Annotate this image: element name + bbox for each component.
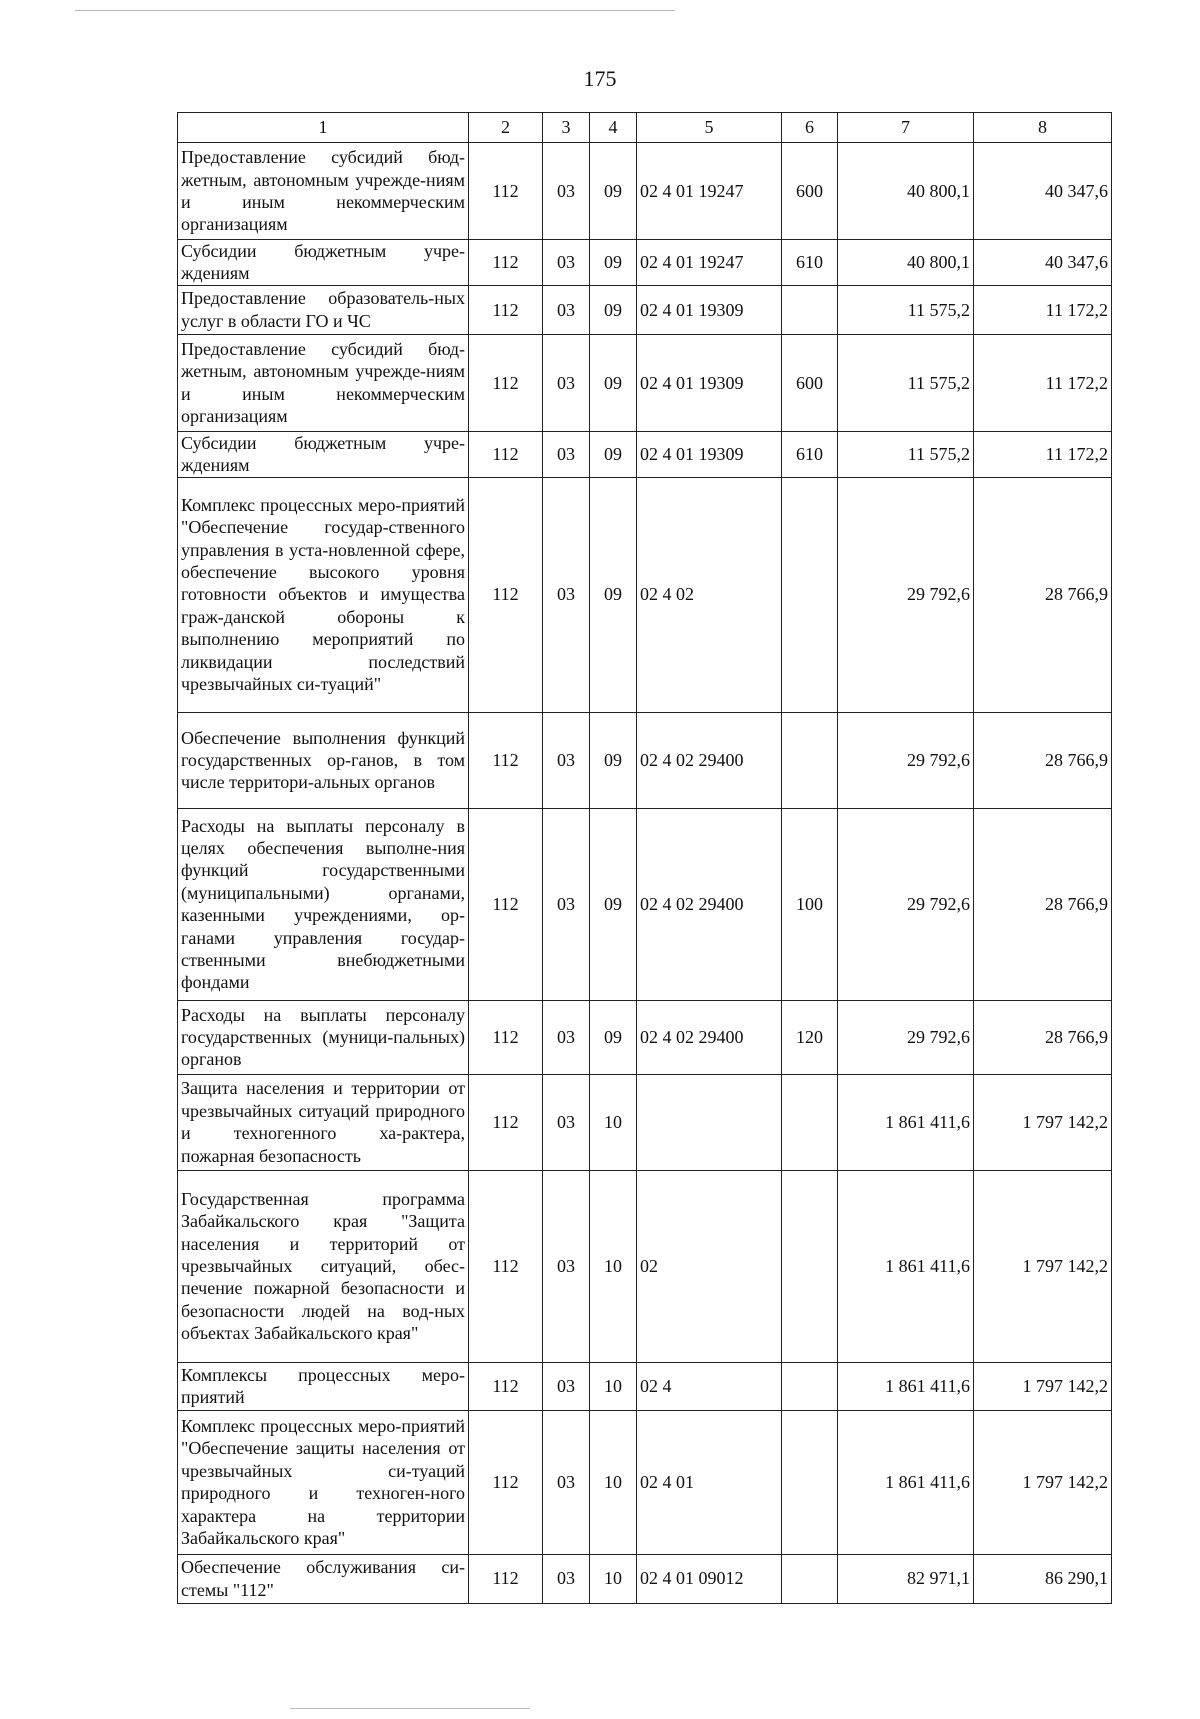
section-code-cell: 03 [543,1170,590,1362]
expense-type-cell [782,1074,838,1170]
expense-type-cell: 600 [782,334,838,431]
table-row [178,1554,1112,1603]
ministry-code-cell: 112 [469,477,543,712]
subsection-code-cell: 09 [590,808,637,1000]
target-article-cell: 02 4 01 19247 [637,143,782,240]
row-name-cell: Государственная программа Забайкальского края "Защита населения и территорий от чрезвычайных ситуаций, обес-печение пожарной безопасности и безопасности людей на вод-ных объектах Забайкальского края" [178,1170,469,1362]
table-row [178,431,1112,477]
table-row [178,1410,1112,1554]
target-article-cell: 02 4 01 19309 [637,334,782,431]
ministry-code-cell: 112 [469,1000,543,1074]
subsection-code-cell: 10 [590,1410,637,1554]
scan-edge-line [75,10,675,11]
amount-col7-cell: 40 800,1 [838,240,974,286]
amount-col8-cell: 11 172,2 [974,285,1112,334]
expense-type-cell: 600 [782,143,838,240]
target-article-cell [637,1074,782,1170]
amount-col8-cell: 11 172,2 [974,431,1112,477]
row-name-cell: Комплексы процессных меро-приятий [178,1362,469,1410]
row-name-cell: Расходы на выплаты персоналу государственных (муници-пальных) органов [178,1000,469,1074]
ministry-code-cell: 112 [469,334,543,431]
amount-col7-cell: 29 792,6 [838,477,974,712]
section-code-cell: 03 [543,1410,590,1554]
table-row [178,477,1112,712]
amount-col7-cell: 11 575,2 [838,334,974,431]
row-name-cell: Комплекс процессных меро-приятий "Обеспечение защиты населения от чрезвычайных си-туаций природного и техноген-ного характера на территории Забайкальского края" [178,1410,469,1554]
table-row [178,1000,1112,1074]
section-code-cell: 03 [543,1074,590,1170]
subsection-code-cell: 09 [590,431,637,477]
amount-col8-cell: 40 347,6 [974,240,1112,286]
section-code-cell: 03 [543,1362,590,1410]
table-row [178,808,1112,1000]
table-row [178,1170,1112,1362]
expense-type-cell [782,1362,838,1410]
expense-type-cell [782,1410,838,1554]
column-header: 8 [974,113,1112,143]
row-name-cell: Обеспечение выполнения функций государственных ор-ганов, в том числе территори-альных органов [178,712,469,808]
amount-col7-cell: 82 971,1 [838,1554,974,1603]
amount-col7-cell: 29 792,6 [838,808,974,1000]
ministry-code-cell: 112 [469,143,543,240]
row-name-cell: Предоставление субсидий бюд-жетным, автономным учрежде-ниям и иным некоммерческим организациям [178,143,469,240]
section-code-cell: 03 [543,1554,590,1603]
target-article-cell: 02 4 02 29400 [637,1000,782,1074]
section-code-cell: 03 [543,143,590,240]
ministry-code-cell: 112 [469,1074,543,1170]
row-name-cell: Субсидии бюджетным учре-ждениям [178,240,469,286]
amount-col8-cell: 11 172,2 [974,334,1112,431]
amount-col7-cell: 1 861 411,6 [838,1362,974,1410]
amount-col7-cell: 29 792,6 [838,712,974,808]
amount-col8-cell: 1 797 142,2 [974,1074,1112,1170]
section-code-cell: 03 [543,431,590,477]
amount-col7-cell: 11 575,2 [838,285,974,334]
section-code-cell: 03 [543,808,590,1000]
amount-col8-cell: 86 290,1 [974,1554,1112,1603]
section-code-cell: 03 [543,240,590,286]
row-name-cell: Защита населения и территории от чрезвычайных ситуаций природного и техногенного ха-рактера, пожарная безопасность [178,1074,469,1170]
budget-table [177,112,1112,1604]
column-header: 6 [782,113,838,143]
target-article-cell: 02 4 [637,1362,782,1410]
subsection-code-cell: 10 [590,1362,637,1410]
subsection-code-cell: 09 [590,334,637,431]
target-article-cell: 02 4 01 09012 [637,1554,782,1603]
row-name-cell: Обеспечение обслуживания си-стемы "112" [178,1554,469,1603]
page-number: 175 [583,66,617,91]
table-row [178,712,1112,808]
table-row [178,240,1112,286]
amount-col7-cell: 11 575,2 [838,431,974,477]
ministry-code-cell: 112 [469,1362,543,1410]
row-name-cell: Предоставление образователь-ных услуг в области ГО и ЧС [178,285,469,334]
scan-edge-line [290,1708,530,1709]
amount-col7-cell: 1 861 411,6 [838,1074,974,1170]
expense-type-cell: 120 [782,1000,838,1074]
column-header: 1 [178,113,469,143]
amount-col8-cell: 40 347,6 [974,143,1112,240]
subsection-code-cell: 10 [590,1074,637,1170]
column-header: 3 [543,113,590,143]
section-code-cell: 03 [543,285,590,334]
row-name-cell: Предоставление субсидий бюд-жетным, автономным учрежде-ниям и иным некоммерческим организациям [178,334,469,431]
subsection-code-cell: 09 [590,1000,637,1074]
column-header: 4 [590,113,637,143]
target-article-cell: 02 4 01 19309 [637,285,782,334]
header-row [178,113,1112,143]
subsection-code-cell: 10 [590,1170,637,1362]
amount-col8-cell: 28 766,9 [974,808,1112,1000]
target-article-cell: 02 4 02 29400 [637,808,782,1000]
expense-type-cell [782,712,838,808]
table-row [178,334,1112,431]
amount-col8-cell: 28 766,9 [974,477,1112,712]
column-header: 2 [469,113,543,143]
ministry-code-cell: 112 [469,285,543,334]
section-code-cell: 03 [543,477,590,712]
target-article-cell: 02 4 01 [637,1410,782,1554]
table-row [178,1362,1112,1410]
amount-col8-cell: 1 797 142,2 [974,1362,1112,1410]
subsection-code-cell: 09 [590,477,637,712]
amount-col7-cell: 1 861 411,6 [838,1410,974,1554]
ministry-code-cell: 112 [469,712,543,808]
subsection-code-cell: 10 [590,1554,637,1603]
column-header: 7 [838,113,974,143]
section-code-cell: 03 [543,1000,590,1074]
row-name-cell: Комплекс процессных меро-приятий "Обеспечение государ-ственного управления в уста-новленной сфере, обеспечение высокого уровня готовности объектов и имущества граж-данской обороны к выполнению мероприятий по ликвидации последствий чрезвычайных си-туаций" [178,477,469,712]
expense-type-cell [782,1554,838,1603]
row-name-cell: Расходы на выплаты персоналу в целях обеспечения выполне-ния функций государственными (муниципальными) органами, казенными учреждениями, ор-ганами управления государ-ственными внебюджетными фондами [178,808,469,1000]
subsection-code-cell: 09 [590,285,637,334]
ministry-code-cell: 112 [469,240,543,286]
subsection-code-cell: 09 [590,240,637,286]
table-row [178,1074,1112,1170]
amount-col8-cell: 28 766,9 [974,712,1112,808]
target-article-cell: 02 [637,1170,782,1362]
amount-col8-cell: 1 797 142,2 [974,1170,1112,1362]
subsection-code-cell: 09 [590,712,637,808]
table-row [178,285,1112,334]
target-article-cell: 02 4 01 19309 [637,431,782,477]
section-code-cell: 03 [543,334,590,431]
amount-col8-cell: 1 797 142,2 [974,1410,1112,1554]
expense-type-cell [782,477,838,712]
expense-type-cell [782,285,838,334]
amount-col7-cell: 40 800,1 [838,143,974,240]
amount-col7-cell: 29 792,6 [838,1000,974,1074]
target-article-cell: 02 4 01 19247 [637,240,782,286]
target-article-cell: 02 4 02 [637,477,782,712]
expense-type-cell: 100 [782,808,838,1000]
ministry-code-cell: 112 [469,1554,543,1603]
expense-type-cell: 610 [782,431,838,477]
section-code-cell: 03 [543,712,590,808]
target-article-cell: 02 4 02 29400 [637,712,782,808]
table-row [178,143,1112,240]
column-header: 5 [637,113,782,143]
ministry-code-cell: 112 [469,431,543,477]
row-name-cell: Субсидии бюджетным учре-ждениям [178,431,469,477]
amount-col8-cell: 28 766,9 [974,1000,1112,1074]
ministry-code-cell: 112 [469,1170,543,1362]
subsection-code-cell: 09 [590,143,637,240]
ministry-code-cell: 112 [469,1410,543,1554]
ministry-code-cell: 112 [469,808,543,1000]
expense-type-cell [782,1170,838,1362]
amount-col7-cell: 1 861 411,6 [838,1170,974,1362]
expense-type-cell: 610 [782,240,838,286]
